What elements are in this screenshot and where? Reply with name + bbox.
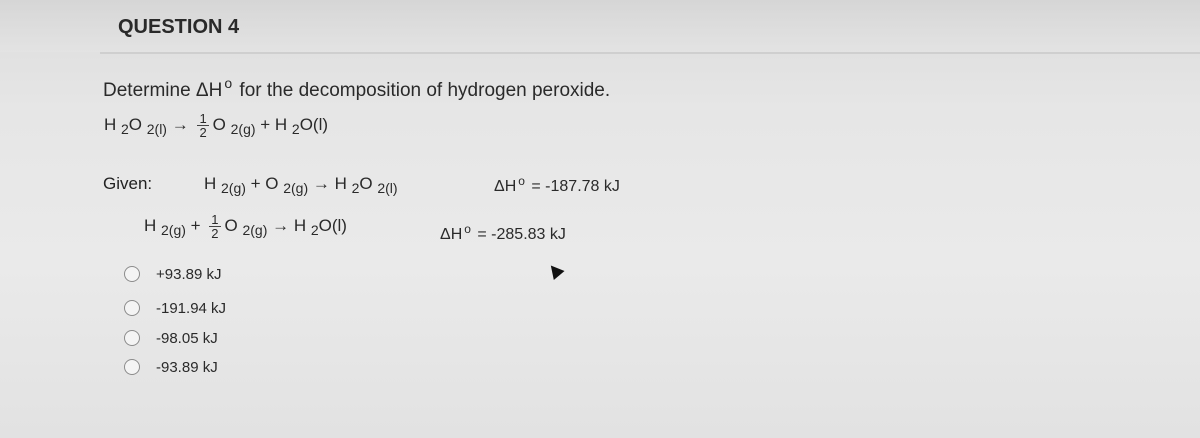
answer-option-4[interactable] xyxy=(124,356,218,378)
given-reaction-2 xyxy=(144,213,347,240)
fraction-half xyxy=(197,112,208,139)
prompt-text-end: for the decomposition of hydrogen peroxide. xyxy=(234,80,611,101)
reactant-h: H xyxy=(204,174,221,193)
fraction-denominator: 2 xyxy=(199,125,207,140)
product-water: O(l) xyxy=(299,114,329,134)
product-o: O xyxy=(359,174,378,193)
subscript: 2(g) xyxy=(283,180,309,196)
given-label: Given: xyxy=(103,174,153,193)
fraction-numerator: 1 xyxy=(199,111,207,126)
fraction-numerator: 1 xyxy=(211,212,219,227)
product-h: + H xyxy=(255,114,292,134)
option-label: -191.94 kJ xyxy=(156,299,227,317)
question-title: QUESTION 4 xyxy=(118,16,240,38)
product-h: → H xyxy=(308,174,352,193)
subscript: 2 xyxy=(310,221,319,238)
reactant-o: O xyxy=(128,114,147,134)
reactant-h: H xyxy=(104,114,121,134)
delta-h: ΔH xyxy=(494,178,517,195)
subscript: 2(g) xyxy=(161,221,186,238)
prompt-text-start: Determine ΔH xyxy=(103,80,223,101)
degree-superscript: o xyxy=(224,75,233,91)
enthalpy-value: = -285.83 kJ xyxy=(472,226,566,243)
radio-button[interactable] xyxy=(124,300,140,316)
fraction-denominator: 2 xyxy=(211,226,219,241)
given-reaction-1 xyxy=(204,174,398,194)
subscript: 2(g) xyxy=(242,221,268,238)
subscript: 2 xyxy=(121,120,129,137)
subscript: 2 xyxy=(351,180,360,196)
mouse-cursor-icon xyxy=(545,261,564,280)
header-divider xyxy=(100,52,1200,54)
degree-superscript: o xyxy=(464,222,471,236)
enthalpy-value: = -187.78 kJ xyxy=(526,178,620,195)
reactant-o: + O xyxy=(245,174,284,193)
enthalpy-1 xyxy=(494,174,620,196)
subscript: 2 xyxy=(291,120,300,137)
option-label: +93.89 kJ xyxy=(156,265,222,283)
reactant-o: O xyxy=(224,215,243,235)
enthalpy-2 xyxy=(440,222,566,244)
product-water: O(l) xyxy=(318,215,347,235)
answer-option-1[interactable] xyxy=(124,263,221,285)
plus-sign: + xyxy=(185,215,206,235)
subscript: 2(g) xyxy=(230,120,256,137)
option-label: -93.89 kJ xyxy=(156,358,218,376)
answer-option-2[interactable] xyxy=(124,297,226,319)
radio-button[interactable] xyxy=(124,359,140,375)
degree-superscript: o xyxy=(518,174,525,188)
answer-option-3[interactable] xyxy=(124,327,218,349)
subscript: 2(l) xyxy=(377,180,398,196)
reaction-arrow: → xyxy=(166,114,194,134)
reactant-h: H xyxy=(144,215,161,235)
option-label: -98.05 kJ xyxy=(156,329,218,347)
product-o: O xyxy=(212,114,231,134)
question-prompt xyxy=(103,75,611,102)
radio-button[interactable] xyxy=(124,266,140,282)
subscript: 2(g) xyxy=(221,180,246,196)
fraction-half xyxy=(209,213,220,240)
product-h: → H xyxy=(267,215,311,235)
main-reaction xyxy=(104,112,328,139)
delta-h: ΔH xyxy=(440,226,463,243)
radio-button[interactable] xyxy=(124,330,140,346)
subscript: 2(l) xyxy=(146,120,167,137)
